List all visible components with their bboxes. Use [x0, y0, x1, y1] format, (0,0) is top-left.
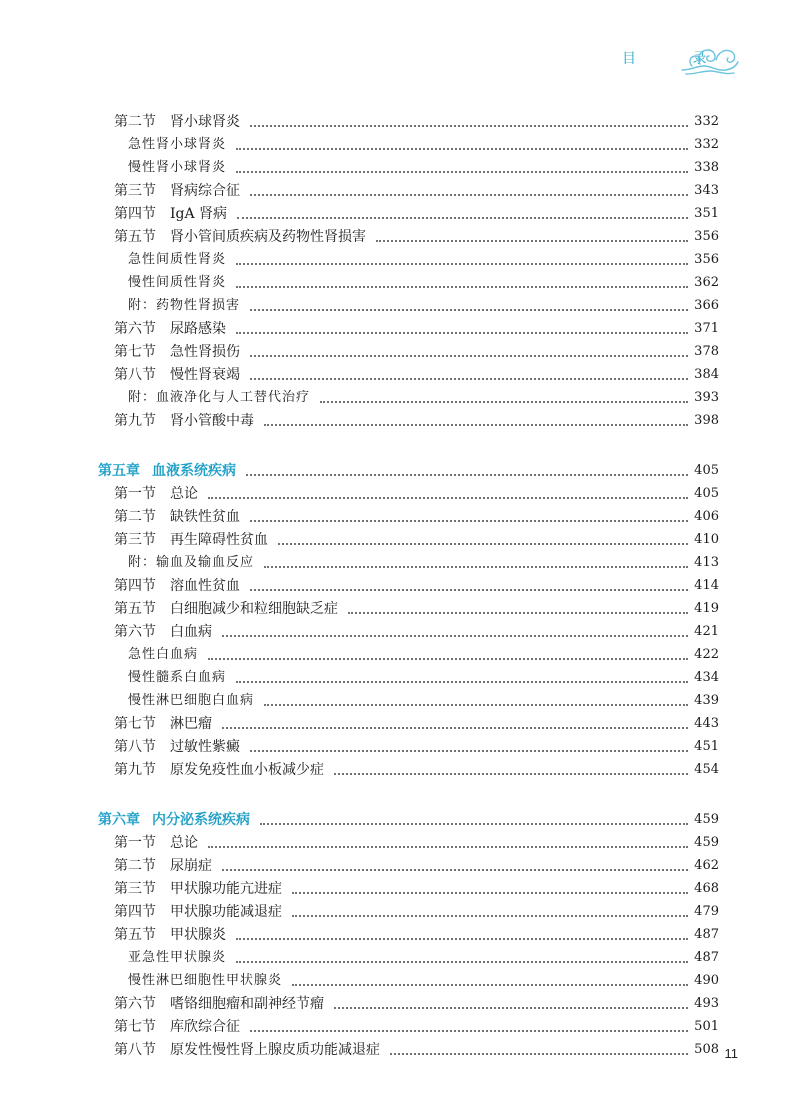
page-ref: 393 [694, 390, 719, 405]
page-ref: 351 [694, 206, 719, 221]
dot-leader [292, 983, 688, 986]
toc-entry-row[interactable] [0, 154, 800, 177]
toc-entry-text [114, 343, 240, 361]
page-ref: 508 [694, 1042, 719, 1057]
dot-leader [222, 868, 688, 871]
section-number: 第三节 [114, 183, 156, 199]
entry-title: 白细胞减少和粒细胞缺乏症 [170, 601, 338, 617]
dot-leader [264, 423, 688, 426]
toc-entry-text [114, 715, 212, 733]
section-number: 第五节 [114, 601, 156, 617]
toc-entry-row[interactable] [0, 664, 800, 687]
dot-leader [260, 822, 688, 825]
section-number: 第二节 [114, 858, 156, 874]
section-number: 第六节 [114, 321, 156, 337]
toc-entry-text [128, 297, 240, 315]
page-ref: 459 [694, 812, 719, 827]
section-number: 第八节 [114, 739, 156, 755]
toc-entry-row[interactable] [0, 1036, 800, 1059]
dot-leader [390, 1052, 688, 1055]
toc-entry-row[interactable] [0, 269, 800, 292]
toc-entry-text [114, 366, 240, 384]
toc-chapter-row[interactable] [0, 805, 800, 829]
dot-leader [292, 891, 688, 894]
section-number: 第四节 [114, 904, 156, 920]
toc-entry-text [114, 834, 198, 852]
toc-entry-text [114, 1041, 380, 1059]
toc-entry-text [128, 949, 226, 967]
dot-leader [250, 193, 688, 196]
entry-title: 尿路感染 [170, 321, 226, 337]
toc-entry-row[interactable] [0, 292, 800, 315]
page-ref: 406 [694, 509, 719, 524]
entry-title: 肾小球肾炎 [170, 114, 240, 130]
entry-title: 总论 [170, 835, 198, 851]
dot-leader [376, 239, 688, 242]
toc-entry-row[interactable] [0, 710, 800, 733]
toc-entry-row[interactable] [0, 338, 800, 361]
entry-title: 缺铁性贫血 [170, 509, 240, 525]
toc-entry-text [114, 761, 324, 779]
table-of-contents [0, 108, 800, 1059]
dot-leader [264, 703, 688, 706]
toc-entry-text [114, 880, 282, 898]
toc-entry-text [114, 228, 366, 246]
chapter-spacer [0, 779, 800, 795]
toc-entry-row[interactable] [0, 1013, 800, 1036]
toc-entry-text [114, 508, 240, 526]
toc-entry-text [114, 857, 212, 875]
entry-title: 急性肾损伤 [170, 344, 240, 360]
toc-entry-text [114, 600, 338, 618]
toc-entry-row[interactable] [0, 480, 800, 503]
header-title: 目 录 [622, 51, 733, 67]
page-ref: 338 [694, 160, 719, 175]
toc-entry-text [114, 738, 240, 756]
entry-title: 急性间质性肾炎 [128, 252, 227, 267]
dot-leader [348, 611, 688, 614]
entry-title: 原发性慢性肾上腺皮质功能减退症 [170, 1042, 380, 1058]
page-ref: 398 [694, 413, 719, 428]
toc-entry-row[interactable] [0, 315, 800, 338]
dot-leader [250, 354, 688, 357]
toc-entry-row[interactable] [0, 944, 800, 967]
dot-leader [292, 914, 688, 917]
toc-entry-text [114, 205, 227, 223]
dot-leader [236, 170, 688, 173]
dot-leader [250, 377, 688, 380]
toc-entry-text [128, 692, 254, 710]
toc-entry-text [114, 623, 212, 641]
toc-entry-row[interactable] [0, 733, 800, 756]
toc-entry-row[interactable] [0, 108, 800, 131]
entry-title: 慢性淋巴细胞白血病 [128, 693, 255, 708]
toc-entry-row[interactable] [0, 384, 800, 407]
toc-chapter-row[interactable] [0, 456, 800, 480]
entry-title: 急性肾小球肾炎 [128, 137, 227, 152]
toc-entry-row[interactable] [0, 503, 800, 526]
toc-entry-text [128, 136, 226, 154]
toc-entry-text [128, 159, 226, 177]
toc-entry-text [128, 554, 254, 572]
page-ref: 479 [694, 904, 719, 919]
page-ref: 378 [694, 344, 719, 359]
toc-entry-row[interactable] [0, 177, 800, 200]
toc-entry-text [114, 926, 226, 944]
entry-title: 白血病 [170, 624, 212, 640]
page-ref: 405 [694, 486, 719, 501]
page-ref: 487 [694, 927, 719, 942]
dot-leader [250, 519, 688, 522]
page-ref: 419 [694, 601, 719, 616]
toc-entry-row[interactable] [0, 407, 800, 430]
page-ref: 462 [694, 858, 719, 873]
section-number: 第四节 [114, 206, 156, 222]
dot-leader [237, 216, 688, 219]
section-number: 第八节 [114, 1042, 156, 1058]
toc-entry-row[interactable] [0, 246, 800, 269]
dot-leader [334, 1006, 688, 1009]
toc-entry-row[interactable] [0, 756, 800, 779]
toc-entry-row[interactable] [0, 595, 800, 618]
dot-leader [246, 473, 688, 476]
section-number: 第四节 [114, 578, 156, 594]
dot-leader [236, 680, 688, 683]
toc-entry-row[interactable] [0, 361, 800, 384]
toc-entry-row[interactable] [0, 852, 800, 875]
entry-title: 慢性肾衰竭 [170, 367, 240, 383]
section-number: 第七节 [114, 716, 156, 732]
toc-entry-text [114, 113, 240, 131]
entry-title: 库欣综合征 [170, 1019, 240, 1035]
dot-leader [250, 1029, 688, 1032]
toc-entry-text [114, 1018, 240, 1036]
dot-leader [250, 124, 688, 127]
page-ref: 434 [694, 670, 719, 685]
section-number: 第二节 [114, 114, 156, 130]
toc-entry-text [128, 646, 198, 664]
page-ref: 493 [694, 996, 719, 1011]
entry-title: 急性白血病 [128, 647, 199, 662]
dot-leader [222, 634, 688, 637]
page-ref: 356 [694, 229, 719, 244]
chapter-number: 第六章 [98, 812, 140, 828]
toc-entry-text [114, 577, 240, 595]
page-ref: 413 [694, 555, 719, 570]
entry-title: 慢性淋巴细胞性甲状腺炎 [128, 973, 283, 988]
page-ref: 421 [694, 624, 719, 639]
entry-title: IgA 肾病 [170, 206, 228, 222]
dot-leader [236, 960, 688, 963]
page-ref: 366 [694, 298, 719, 313]
entry-title: 甲状腺功能减退症 [170, 904, 282, 920]
toc-entry-text [114, 320, 226, 338]
page-ref: 439 [694, 693, 719, 708]
toc-entry-text [98, 811, 250, 829]
toc-entry-row[interactable] [0, 687, 800, 710]
toc-entry-row[interactable] [0, 131, 800, 154]
section-number: 第五节 [114, 927, 156, 943]
dot-leader [278, 542, 688, 545]
chapter-title: 血液系统疾病 [152, 463, 236, 479]
section-number: 第六节 [114, 996, 156, 1012]
entry-title: 总论 [170, 486, 198, 502]
dot-leader [208, 657, 688, 660]
page-ref: 356 [694, 252, 719, 267]
entry-title: 肾小管酸中毒 [170, 413, 254, 429]
toc-entry-text [114, 903, 282, 921]
page-ref: 384 [694, 367, 719, 382]
entry-title: 原发免疫性血小板减少症 [170, 762, 324, 778]
page-header [622, 48, 732, 68]
entry-title: 肾小管间质疾病及药物性肾损害 [170, 229, 366, 245]
toc-entry-row[interactable] [0, 967, 800, 990]
page-ref: 414 [694, 578, 719, 593]
toc-entry-row[interactable] [0, 875, 800, 898]
toc-entry-row[interactable] [0, 921, 800, 944]
entry-title: 慢性间质性肾炎 [128, 275, 227, 290]
dot-leader [250, 749, 688, 752]
dot-leader [250, 588, 688, 591]
entry-title: 溶血性贫血 [170, 578, 240, 594]
page-ref: 451 [694, 739, 719, 754]
page-number: 11 [724, 1046, 738, 1061]
page-ref: 410 [694, 532, 719, 547]
toc-entry-row[interactable] [0, 200, 800, 223]
page-ref: 490 [694, 973, 719, 988]
page-ref: 454 [694, 762, 719, 777]
section-number: 第七节 [114, 344, 156, 360]
section-number: 第七节 [114, 1019, 156, 1035]
entry-title: 过敏性紫癜 [170, 739, 240, 755]
toc-entry-row[interactable] [0, 898, 800, 921]
dot-leader [236, 147, 688, 150]
toc-entry-text [128, 251, 226, 269]
chapter-title: 内分泌系统疾病 [152, 812, 250, 828]
page-ref: 362 [694, 275, 719, 290]
toc-entry-text [128, 972, 282, 990]
page-ref: 332 [694, 114, 719, 129]
dot-leader [236, 285, 688, 288]
toc-entry-row[interactable] [0, 990, 800, 1013]
section-number: 第八节 [114, 367, 156, 383]
page-ref: 422 [694, 647, 719, 662]
toc-entry-row[interactable] [0, 572, 800, 595]
toc-entry-text [114, 531, 268, 549]
dot-leader [208, 496, 688, 499]
section-number: 第二节 [114, 509, 156, 525]
dot-leader [236, 331, 688, 334]
page-ref: 332 [694, 137, 719, 152]
toc-entry-text [128, 669, 226, 687]
page-ref: 459 [694, 835, 719, 850]
section-number: 第一节 [114, 486, 156, 502]
dot-leader [236, 262, 688, 265]
page-ref: 343 [694, 183, 719, 198]
section-number: 第三节 [114, 532, 156, 548]
page-ref: 468 [694, 881, 719, 896]
entry-title: 附：血液净化与人工替代治疗 [128, 390, 311, 405]
entry-title: 淋巴瘤 [170, 716, 212, 732]
entry-title: 甲状腺功能亢进症 [170, 881, 282, 897]
dot-leader [320, 400, 688, 403]
dot-leader [250, 308, 688, 311]
toc-entry-text [114, 995, 324, 1013]
entry-title: 再生障碍性贫血 [170, 532, 268, 548]
page-ref: 405 [694, 463, 719, 478]
toc-entry-text [114, 412, 254, 430]
entry-title: 附：输血及输血反应 [128, 555, 255, 570]
chapter-number: 第五章 [98, 463, 140, 479]
toc-entry-row[interactable] [0, 549, 800, 572]
section-number: 第一节 [114, 835, 156, 851]
dot-leader [208, 845, 688, 848]
section-number: 第九节 [114, 413, 156, 429]
toc-entry-row[interactable] [0, 223, 800, 246]
entry-title: 亚急性甲状腺炎 [128, 950, 227, 965]
toc-entry-row[interactable] [0, 829, 800, 852]
entry-title: 附：药物性肾损害 [128, 298, 241, 313]
toc-entry-text [114, 182, 240, 200]
section-number: 第五节 [114, 229, 156, 245]
page-ref: 371 [694, 321, 719, 336]
toc-entry-text [114, 485, 198, 503]
entry-title: 慢性髓系白血病 [128, 670, 227, 685]
toc-entry-row[interactable] [0, 641, 800, 664]
toc-entry-text [128, 389, 310, 407]
page-ref: 487 [694, 950, 719, 965]
dot-leader [264, 565, 688, 568]
dot-leader [222, 726, 688, 729]
section-number: 第三节 [114, 881, 156, 897]
entry-title: 慢性肾小球肾炎 [128, 160, 227, 175]
toc-entry-text [98, 462, 236, 480]
entry-title: 甲状腺炎 [170, 927, 226, 943]
dot-leader [334, 772, 688, 775]
section-number: 第九节 [114, 762, 156, 778]
entry-title: 嗜铬细胞瘤和副神经节瘤 [170, 996, 324, 1012]
entry-title: 肾病综合征 [170, 183, 240, 199]
entry-title: 尿崩症 [170, 858, 212, 874]
cloud-ornament-icon [678, 40, 740, 78]
page-ref: 443 [694, 716, 719, 731]
page-ref: 501 [694, 1019, 719, 1034]
dot-leader [236, 937, 688, 940]
chapter-spacer [0, 430, 800, 446]
toc-entry-text [128, 274, 226, 292]
toc-entry-row[interactable] [0, 526, 800, 549]
toc-entry-row[interactable] [0, 618, 800, 641]
section-number: 第六节 [114, 624, 156, 640]
